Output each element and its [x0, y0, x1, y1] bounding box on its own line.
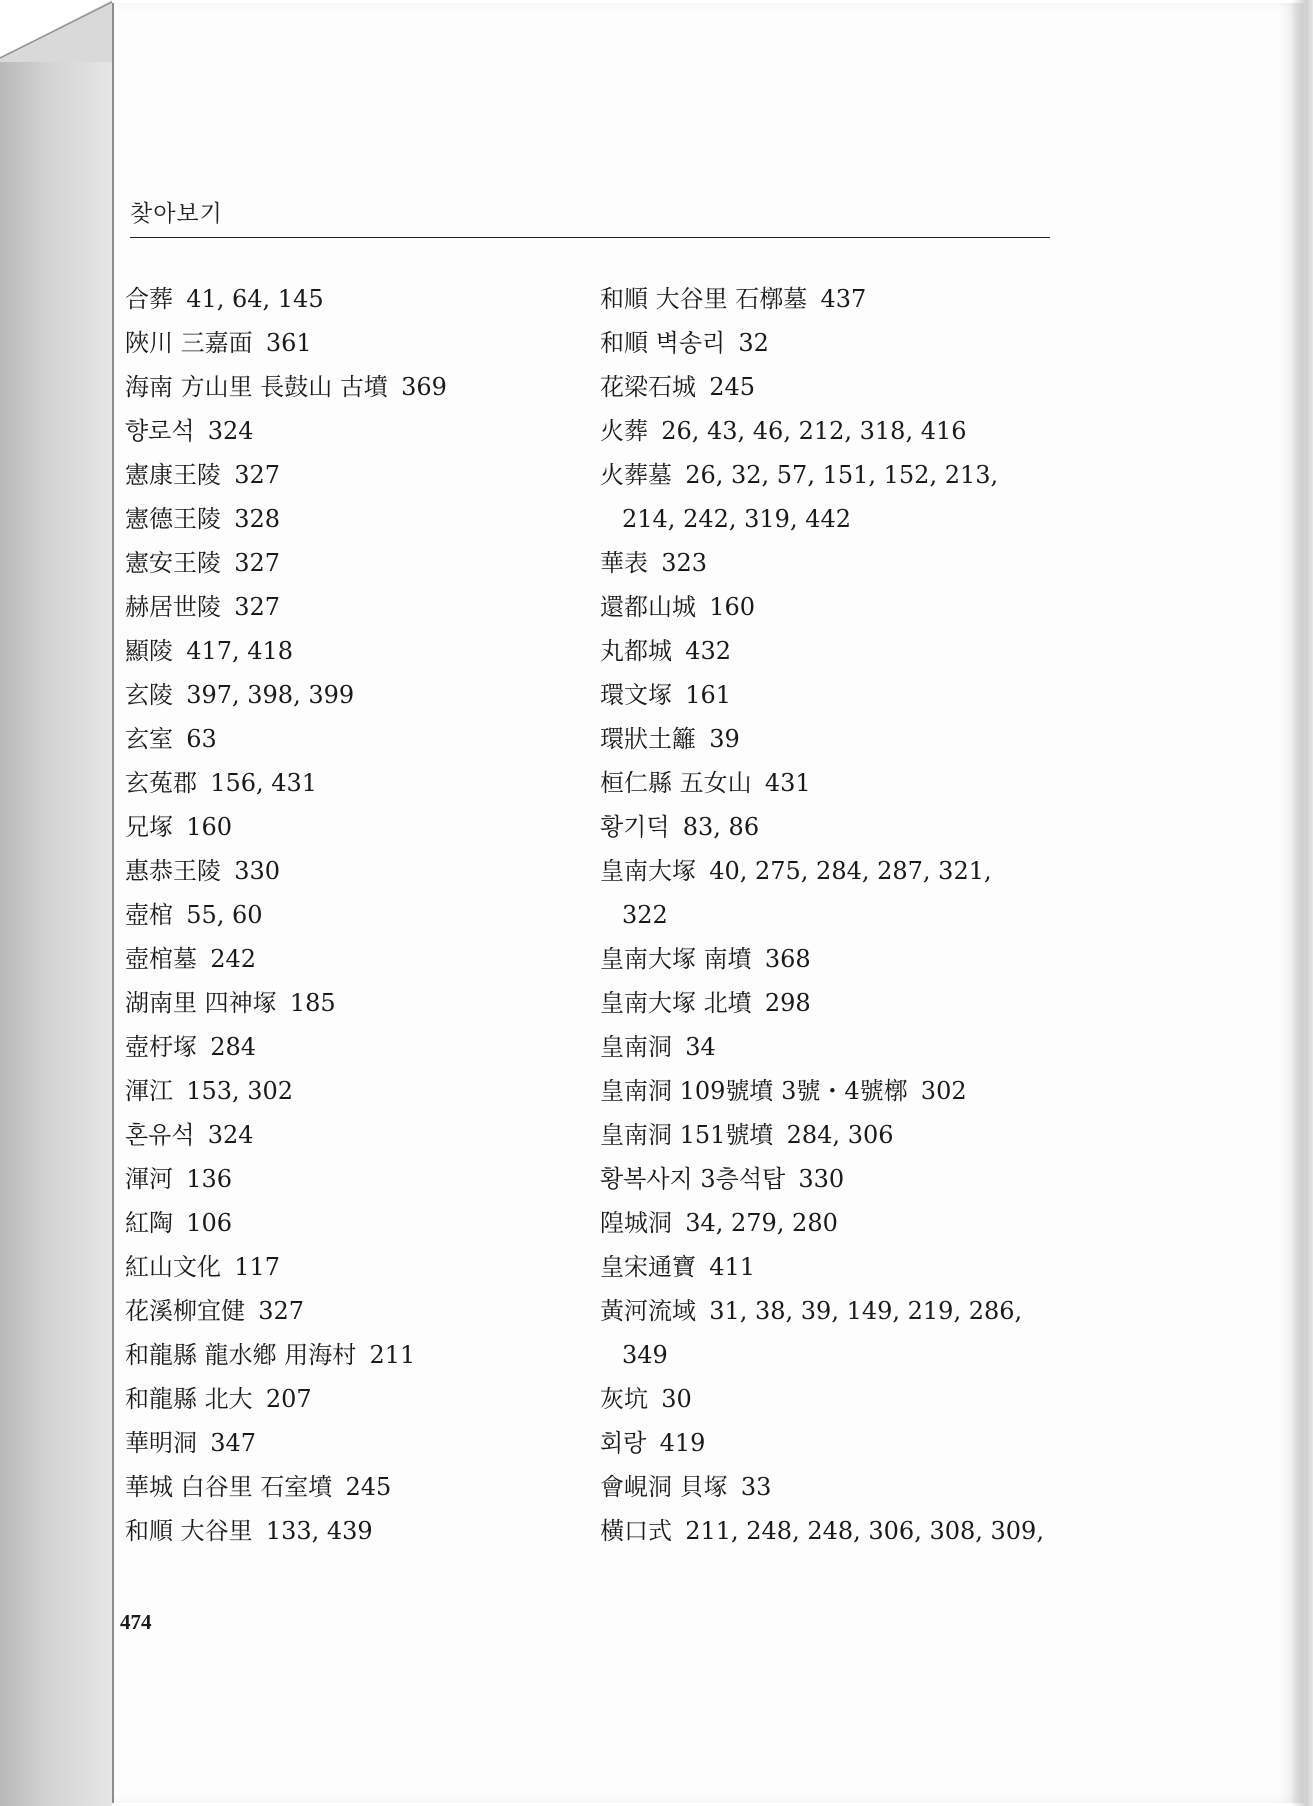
index-term: 和順 벽송리: [600, 329, 726, 357]
index-term: 憲德王陵: [125, 505, 221, 533]
index-entry: [600, 1289, 1160, 1377]
index-pages: 211: [369, 1341, 416, 1369]
index-entry: [600, 1201, 1160, 1245]
index-pages: 153, 302: [186, 1077, 294, 1105]
index-entry: [125, 585, 595, 629]
index-entry: [600, 1069, 1160, 1113]
index-entry: [600, 981, 1160, 1025]
index-entry: [600, 1465, 1160, 1509]
index-pages: 136: [186, 1165, 232, 1193]
index-pages: 368: [764, 945, 811, 973]
index-entry: [600, 365, 1160, 409]
index-pages: 185: [289, 989, 336, 1017]
index-pages: 324: [207, 1121, 254, 1149]
index-term: 紅陶: [125, 1209, 173, 1237]
index-pages: 411: [709, 1253, 755, 1281]
index-term: 玄室: [125, 725, 173, 753]
index-entry: [125, 1509, 595, 1553]
index-pages: 160: [709, 593, 755, 621]
index-pages: 211, 248, 248, 306, 308, 309,: [685, 1517, 1044, 1545]
index-pages: 40, 275, 284, 287, 321,: [709, 857, 992, 885]
index-entry: [600, 717, 1160, 761]
index-entry: [125, 849, 595, 893]
index-pages: 32: [738, 329, 769, 357]
index-pages: 284: [210, 1033, 256, 1061]
index-pages: 83, 86: [682, 813, 760, 841]
index-pages: 161: [685, 681, 731, 709]
index-term: 橫口式: [600, 1517, 672, 1545]
index-pages: 437: [820, 285, 867, 313]
index-term: 皇南洞 151號墳: [600, 1121, 774, 1149]
index-term: 玄陵: [125, 681, 173, 709]
index-entry: [125, 1333, 595, 1377]
index-entry: [600, 849, 1160, 937]
index-pages: 34: [685, 1033, 716, 1061]
index-term: 隍城洞: [600, 1209, 672, 1237]
index-pages: 63: [186, 725, 217, 753]
index-entry: [125, 717, 595, 761]
index-term: 황복사지 3층석탑: [600, 1165, 786, 1193]
index-entry: [125, 277, 595, 321]
header-rule: [130, 237, 1050, 238]
index-term: 혼유석: [125, 1121, 195, 1149]
index-pages: 117: [234, 1253, 280, 1281]
index-entry: [125, 1069, 595, 1113]
index-pages: 156, 431: [210, 769, 318, 797]
index-entry: [600, 585, 1160, 629]
index-pages: 55, 60: [186, 901, 263, 929]
index-entry: [600, 805, 1160, 849]
index-entry: [125, 761, 595, 805]
index-term: 火葬: [600, 417, 648, 445]
index-entry: [125, 1465, 595, 1509]
index-pages: 432: [685, 637, 731, 665]
index-pages: 39: [709, 725, 740, 753]
page-number: 474: [120, 1610, 152, 1634]
index-term: 玄菟郡: [125, 769, 197, 797]
index-term: 火葬墓: [600, 461, 672, 489]
index-entry: [125, 1245, 595, 1289]
index-pages: 361: [265, 329, 312, 357]
index-term: 皇南大塚 南墳: [600, 945, 752, 973]
index-pages: 242: [210, 945, 256, 973]
index-term: 華城 白谷里 石室墳: [125, 1473, 333, 1501]
index-column-right: [600, 277, 1160, 1553]
index-term: 皇南大塚: [600, 857, 696, 885]
index-entry: [600, 1025, 1160, 1069]
index-term: 憲安王陵: [125, 549, 221, 577]
index-entry: [125, 937, 595, 981]
index-entry: [600, 1113, 1160, 1157]
index-entry: [125, 805, 595, 849]
index-entry: [600, 321, 1160, 365]
index-entry: [125, 1421, 595, 1465]
index-term: 環狀土籬: [600, 725, 696, 753]
index-entry: [125, 541, 595, 585]
index-column-left: [125, 277, 595, 1553]
index-term: 皇南洞: [600, 1033, 672, 1061]
index-pages: 160: [186, 813, 232, 841]
index-term: 兄塚: [125, 813, 173, 841]
index-pages: 327: [258, 1297, 304, 1325]
index-entry: [125, 1377, 595, 1421]
index-entry: [600, 761, 1160, 805]
index-pages: 41, 64, 145: [186, 285, 324, 313]
index-term: 壺棺墓: [125, 945, 197, 973]
index-entry: [600, 1421, 1160, 1465]
index-entry: [125, 893, 595, 937]
index-term: 和龍縣 龍水鄕 用海村: [125, 1341, 357, 1369]
index-term: 惠恭王陵: [125, 857, 221, 885]
book-top-edge: [0, 0, 115, 62]
index-term: 향로석: [125, 417, 195, 445]
index-term: 環文塚: [600, 681, 672, 709]
index-term: 會峴洞 貝塚: [600, 1473, 728, 1501]
index-entry: [600, 541, 1160, 585]
index-term: 海南 方山里 長鼓山 古墳: [125, 373, 388, 401]
index-pages: 327: [234, 593, 280, 621]
index-entry: [125, 365, 595, 409]
index-pages: 284, 306: [786, 1121, 894, 1149]
index-term: 華表: [600, 549, 648, 577]
index-term: 陜川 三嘉面: [125, 329, 253, 357]
index-entry: [125, 1289, 595, 1333]
index-term: 還都山城: [600, 593, 696, 621]
index-term: 合葬: [125, 285, 173, 313]
index-term: 渾江: [125, 1077, 173, 1105]
index-term: 湖南里 四神塚: [125, 989, 277, 1017]
index-term: 壺棺: [125, 901, 173, 929]
index-term: 渾河: [125, 1165, 173, 1193]
index-term: 和順 大谷里: [125, 1517, 253, 1545]
index-pages: 245: [345, 1473, 392, 1501]
index-term: 皇南洞 109號墳 3號・4號槨: [600, 1077, 908, 1105]
index-entry: [600, 1377, 1160, 1421]
index-entry: [600, 277, 1160, 321]
page-edge-shadow: [1291, 0, 1313, 1806]
index-pages: 417, 418: [186, 637, 294, 665]
index-entry: [125, 321, 595, 365]
index-term: 丸都城: [600, 637, 672, 665]
index-pages: 327: [234, 461, 280, 489]
index-entry: [125, 981, 595, 1025]
index-term: 黃河流域: [600, 1297, 696, 1325]
index-term: 赫居世陵: [125, 593, 221, 621]
index-pages: 369: [401, 373, 447, 401]
index-entry: [125, 1113, 595, 1157]
index-entry: [600, 629, 1160, 673]
index-term: 회랑: [600, 1429, 647, 1457]
index-term: 桓仁縣 五女山: [600, 769, 752, 797]
index-term: 顯陵: [125, 637, 173, 665]
index-pages: 302: [920, 1077, 967, 1105]
index-pages: 26, 32, 57, 151, 152, 213,: [685, 461, 999, 489]
index-term: 憲康王陵: [125, 461, 221, 489]
index-entry: [125, 497, 595, 541]
index-entry: [125, 1025, 595, 1069]
index-pages: 327: [234, 549, 280, 577]
index-entry: [125, 1157, 595, 1201]
index-entry: [125, 409, 595, 453]
index-pages-continued: 349: [622, 1341, 668, 1369]
index-pages-continued: 322: [622, 901, 668, 929]
index-entry: [600, 1245, 1160, 1289]
index-pages: 324: [207, 417, 254, 445]
index-pages: 133, 439: [265, 1517, 373, 1545]
book-spine-edge: [0, 58, 112, 1806]
index-term: 花溪柳宜健: [125, 1297, 245, 1325]
index-pages: 397, 398, 399: [186, 681, 355, 709]
index-pages: 106: [186, 1209, 232, 1237]
index-term: 紅山文化: [125, 1253, 221, 1281]
index-pages: 347: [210, 1429, 256, 1457]
index-term: 和龍縣 北大: [125, 1385, 253, 1413]
index-term: 皇宋通寶: [600, 1253, 696, 1281]
index-entry: [600, 409, 1160, 453]
index-pages: 330: [798, 1165, 845, 1193]
index-pages: 33: [740, 1473, 772, 1501]
index-pages: 419: [659, 1429, 706, 1457]
index-pages: 34, 279, 280: [685, 1209, 838, 1237]
index-pages: 330: [234, 857, 280, 885]
index-pages: 431: [764, 769, 811, 797]
index-entry: [125, 629, 595, 673]
index-entry: [600, 453, 1160, 541]
index-entry: [600, 673, 1160, 717]
page-header-title: 찾아보기: [130, 201, 223, 227]
index-pages: 298: [764, 989, 811, 1017]
index-pages: 31, 38, 39, 149, 219, 286,: [709, 1297, 1023, 1325]
index-entry: [600, 1157, 1160, 1201]
index-term: 和順 大谷里 石槨墓: [600, 285, 808, 313]
index-term: 灰坑: [600, 1385, 648, 1413]
index-term: 황기덕: [600, 813, 670, 841]
index-pages: 26, 43, 46, 212, 318, 416: [661, 417, 967, 445]
index-term: 皇南大塚 北墳: [600, 989, 752, 1017]
index-pages: 245: [709, 373, 755, 401]
index-pages: 323: [661, 549, 707, 577]
index-entry: [600, 937, 1160, 981]
index-term: 華明洞: [125, 1429, 197, 1457]
index-entry: [125, 453, 595, 497]
index-pages: 207: [265, 1385, 312, 1413]
index-pages: 30: [661, 1385, 692, 1413]
index-entry: [125, 673, 595, 717]
index-term: 花梁石城: [600, 373, 696, 401]
index-entry: [600, 1509, 1160, 1553]
index-pages: 328: [234, 505, 280, 533]
index-term: 壺杅塚: [125, 1033, 197, 1061]
index-pages-continued: 214, 242, 319, 442: [622, 505, 852, 533]
index-entry: [125, 1201, 595, 1245]
